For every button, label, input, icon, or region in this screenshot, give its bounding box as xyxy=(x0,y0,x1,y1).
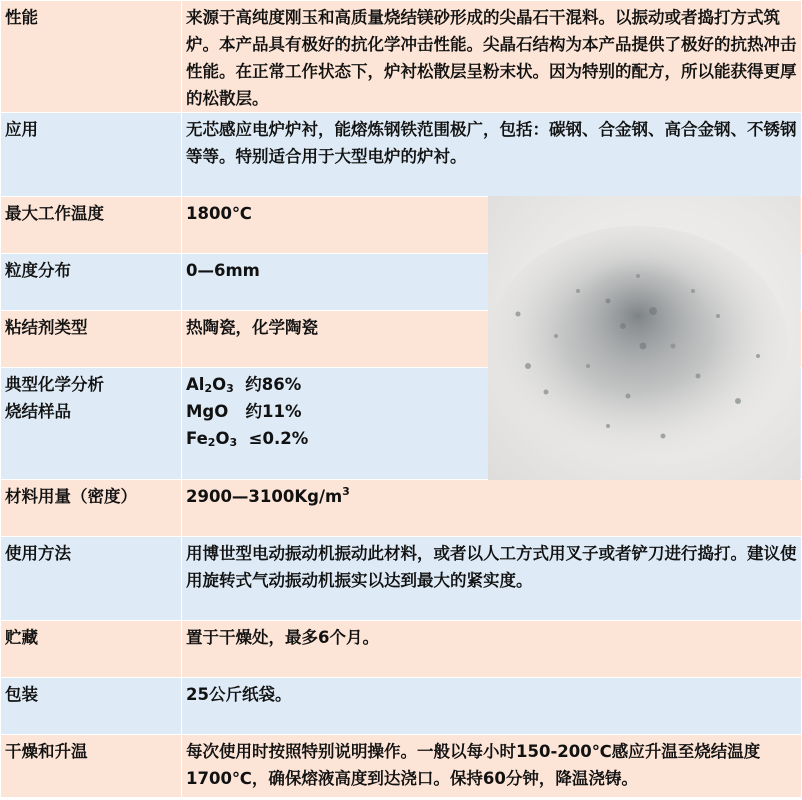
product-photo xyxy=(488,196,800,480)
table-row xyxy=(1,113,802,197)
row-label-density: 材料用量（密度） xyxy=(1,480,182,537)
row-value-drying: 每次使用时按照特别说明操作。一般以每小时150-200℃感应升温至烧结温度1700℃，确保熔液高度到达浇口。保持60分钟，降温浇铸。 xyxy=(182,735,802,798)
row-label-drying: 干燥和升温 xyxy=(1,735,182,798)
row-value-packaging: 25公斤纸袋。 xyxy=(182,678,802,735)
table-row xyxy=(1,1,802,113)
row-label-storage: 贮藏 xyxy=(1,621,182,678)
row-value-density: $2900—3100Kg/m^3$ xyxy=(182,480,802,537)
chem-line-mgo: MgO 约11% xyxy=(186,402,302,421)
row-label-usage: 使用方法 xyxy=(1,537,182,621)
chem-label-line2: 烧结样品 xyxy=(5,402,71,421)
row-value-usage: 用博世型电动振动机振动此材料，或者以人工方式用叉子或者铲刀进行捣打。建议使用旋转式气动振动机振实以达到最大的紧实度。 xyxy=(182,537,802,621)
chem-line-fe2o3: $Fe_2O_3 \le 0.2\%$ xyxy=(186,429,309,449)
row-label-grain-size: 粒度分布 xyxy=(1,254,182,311)
row-label-application: 应用 xyxy=(1,113,182,197)
powder-pile-image xyxy=(488,196,800,480)
row-value-max-temp: 1800℃ xyxy=(182,197,802,254)
row-value-grain-size: 0—6mm xyxy=(182,254,802,311)
row-label-performance: 性能 xyxy=(1,1,182,113)
table-row xyxy=(1,621,802,678)
table-row xyxy=(1,537,802,621)
row-label-binder: 粘结剂类型 xyxy=(1,311,182,368)
row-value-application: 无芯感应电炉炉衬，能熔炼钢铁范围极广，包括：碳钢、合金钢、高合金钢、不锈钢等等。特别适合用于大型电炉的炉衬。 xyxy=(182,113,802,197)
table-row xyxy=(1,480,802,537)
row-value-storage: 置于干燥处，最多6个月。 xyxy=(182,621,802,678)
table-row xyxy=(1,678,802,735)
chem-label-line1: 典型化学分析 xyxy=(5,375,104,394)
row-label-max-temp: 最大工作温度 xyxy=(1,197,182,254)
row-label-chem-analysis xyxy=(1,368,182,480)
row-value-binder: 热陶瓷，化学陶瓷 xyxy=(182,311,802,368)
row-label-packaging: 包装 xyxy=(1,678,182,735)
chem-line-al2o3: $Al_2O_3$ 约86% xyxy=(186,375,302,395)
table-row xyxy=(1,735,802,798)
row-value-performance: 来源于高纯度刚玉和高质量烧结镁砂形成的尖晶石干混料。以振动或者捣打方式筑炉。本产品具有极好的抗化学冲击性能。尖晶石结构为本产品提供了极好的抗热冲击性能。在正常工作状态下，炉衬松散层呈粉末状。因为特别的配方，所以能获得更厚的松散层。 xyxy=(182,1,802,113)
